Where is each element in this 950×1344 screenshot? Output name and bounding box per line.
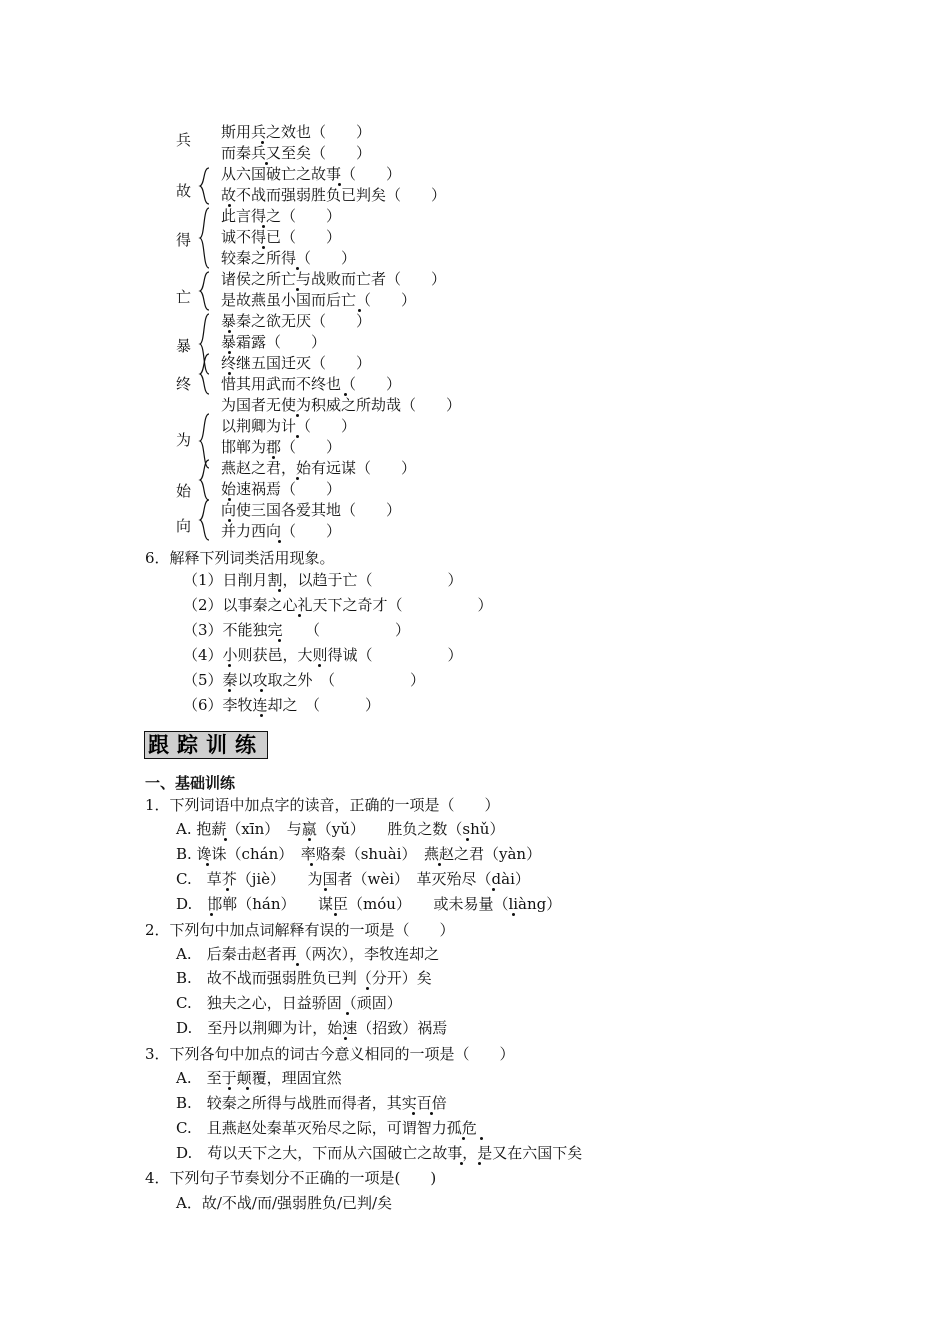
emphasis-dot [260, 714, 263, 717]
emphasis-dot [278, 589, 281, 592]
example-line: 此言得之（ ） [221, 207, 342, 225]
subheading: 一、基础训练 [145, 774, 236, 792]
question-option: B. 谗诛（chán） 率赂秦（shuài） 燕赵之君（yàn） [176, 845, 542, 863]
emphasis-dot [346, 1012, 349, 1015]
question-option: C. 且燕赵处秦革灭殆尽之际，可谓智力孤危 [176, 1119, 477, 1137]
example-line: 而秦兵又至矣（ ） [221, 144, 372, 162]
question-stem: 3．下列各句中加点的词古今意义相同的一项是（ ） [145, 1045, 515, 1063]
emphasis-dot [296, 288, 299, 291]
example-line: 燕赵之君，始有远谋（ ） [221, 459, 417, 477]
emphasis-dot [228, 519, 231, 522]
headword-gu: 故 [176, 182, 192, 200]
example-line: 暴秦之欲无厌（ ） [221, 312, 372, 330]
brace-gu [197, 166, 213, 206]
example-line: 从六国破亡之故事（ ） [221, 165, 402, 183]
emphasis-dot [228, 664, 231, 667]
emphasis-dot [228, 1087, 231, 1090]
emphasis-dot [296, 267, 299, 270]
question-stem: 2．下列句中加点词解释有误的一项是（ ） [145, 921, 455, 939]
example-line: 向使三国各爱其地（ ） [221, 501, 402, 519]
question-option: A. 至于颠覆，理固宜然 [176, 1069, 342, 1087]
example-line: 以荆卿为计（ ） [221, 417, 357, 435]
emphasis-dot [278, 540, 281, 543]
example-line: 诚不得已（ ） [221, 228, 342, 246]
brace-shi [197, 458, 213, 502]
emphasis-dot [480, 1137, 483, 1140]
emphasis-dot [228, 204, 231, 207]
example-line: 为国者无使为积威之所劫哉（ ） [221, 396, 462, 414]
example-line: 故不战而强弱胜负已判矣（ ） [221, 186, 447, 204]
question-option: D. 邯郸（hán） 谋臣（móu） 或未易量（liàng） [176, 895, 562, 913]
emphasis-dot [262, 246, 265, 249]
headword-zhong: 终 [176, 375, 192, 393]
question-option: C. 草芥（jiè） 为国者（wèi） 革灭殆尽（dài） [176, 870, 530, 888]
emphasis-dot [296, 435, 299, 438]
emphasis-dot [366, 987, 369, 990]
brace-zhong [197, 352, 213, 396]
section-heading: 跟踪训练 [144, 731, 268, 759]
emphasis-dot [224, 838, 227, 841]
example-line: 始速祸焉（ ） [221, 480, 342, 498]
brace-wang [197, 270, 213, 312]
emphasis-dot [210, 913, 213, 916]
headword-xiang: 向 [176, 517, 192, 535]
emphasis-dot [226, 888, 229, 891]
emphasis-dot [228, 330, 231, 333]
emphasis-dot [460, 1162, 463, 1165]
headword-shi: 始 [176, 482, 192, 500]
emphasis-dot [246, 1087, 249, 1090]
example-line: 终继五国迁灭（ ） [221, 354, 372, 372]
emphasis-dot [492, 888, 495, 891]
emphasis-dot [262, 225, 265, 228]
question-option: A. 抱薪（xīn） 与嬴（yǔ） 胜负之数（shǔ） [176, 820, 505, 838]
example-line: 诸侯之所亡与战败而亡者（ ） [221, 270, 447, 288]
headword-de: 得 [176, 231, 192, 249]
question-option: B. 较秦之所得与战胜而得者，其实百倍 [176, 1094, 447, 1112]
example-line: 是故燕虽小国而后亡（ ） [221, 291, 417, 309]
q6-item: （4）小则获邑，大则得诚（ ） [183, 646, 463, 664]
emphasis-dot [358, 309, 361, 312]
example-line: 斯用兵之效也（ ） [221, 123, 372, 141]
q6-item: （5）秦以攻取之外 （ ） [183, 671, 426, 689]
emphasis-dot [261, 141, 264, 144]
q6-item: （1）日削月割，以趋于亡（ ） [183, 571, 463, 589]
emphasis-dot [260, 689, 263, 692]
q6-item: （2）以事秦之心礼天下之奇才（ ） [183, 596, 493, 614]
question-stem: 1．下列词语中加点字的读音，正确的一项是（ ） [145, 796, 500, 814]
headword-wei: 为 [176, 431, 192, 449]
question-option: A．故/不战/而/强弱胜负/已判/矣 [176, 1194, 393, 1212]
emphasis-dot [478, 1162, 481, 1165]
question-option: B. 故不战而强弱胜负已判（分开）矣 [176, 969, 432, 987]
emphasis-dot [265, 162, 268, 165]
headword-bao: 暴 [176, 337, 192, 355]
emphasis-dot [344, 393, 347, 396]
example-line: 并力西向（ ） [221, 522, 342, 540]
example-line: 暴霜露（ ） [221, 333, 327, 351]
question-option: C. 独夫之心，日益骄固（顽固） [176, 994, 402, 1012]
emphasis-dot [462, 1137, 465, 1140]
q6-title: 6．解释下列词类活用现象。 [145, 549, 335, 567]
question-stem: 4．下列句子节奏划分不正确的一项是( ) [145, 1169, 437, 1187]
emphasis-dot [310, 863, 313, 866]
emphasis-dot [324, 888, 327, 891]
example-line: 较秦之所得（ ） [221, 249, 357, 267]
q6-item: （6）李牧连却之 （ ） [183, 696, 381, 714]
emphasis-dot [298, 614, 301, 617]
emphasis-dot [430, 1112, 433, 1115]
emphasis-dot [338, 183, 341, 186]
emphasis-dot [272, 456, 275, 459]
emphasis-dot [512, 913, 515, 916]
emphasis-dot [466, 838, 469, 841]
question-option: A. 后秦击赵者再（两次），李牧连却之 [176, 945, 440, 963]
emphasis-dot [308, 838, 311, 841]
emphasis-dot [206, 863, 209, 866]
emphasis-dot [278, 639, 281, 642]
headword-bing: 兵 [176, 131, 192, 149]
emphasis-dot [438, 863, 441, 866]
emphasis-dot [296, 477, 299, 480]
emphasis-dot [228, 498, 231, 501]
emphasis-dot [412, 1112, 415, 1115]
emphasis-dot [296, 414, 299, 417]
emphasis-dot [334, 913, 337, 916]
question-option: D. 苟以天下之大，下而从六国破亡之故事，是又在六国下矣 [176, 1144, 583, 1162]
emphasis-dot [228, 689, 231, 692]
brace-xiang [197, 498, 213, 542]
example-line: 惜其用武而不终也（ ） [221, 375, 402, 393]
emphasis-dot [318, 664, 321, 667]
example-line: 邯郸为郡（ ） [221, 438, 342, 456]
emphasis-dot [228, 351, 231, 354]
emphasis-dot [344, 1037, 347, 1040]
question-option: D. 至丹以荆卿为计，始速（招致）祸焉 [176, 1019, 448, 1037]
q6-item: （3）不能独完 （ ） [183, 621, 411, 639]
emphasis-dot [296, 963, 299, 966]
brace-de [197, 206, 213, 270]
headword-wang: 亡 [176, 288, 192, 306]
emphasis-dot [228, 372, 231, 375]
